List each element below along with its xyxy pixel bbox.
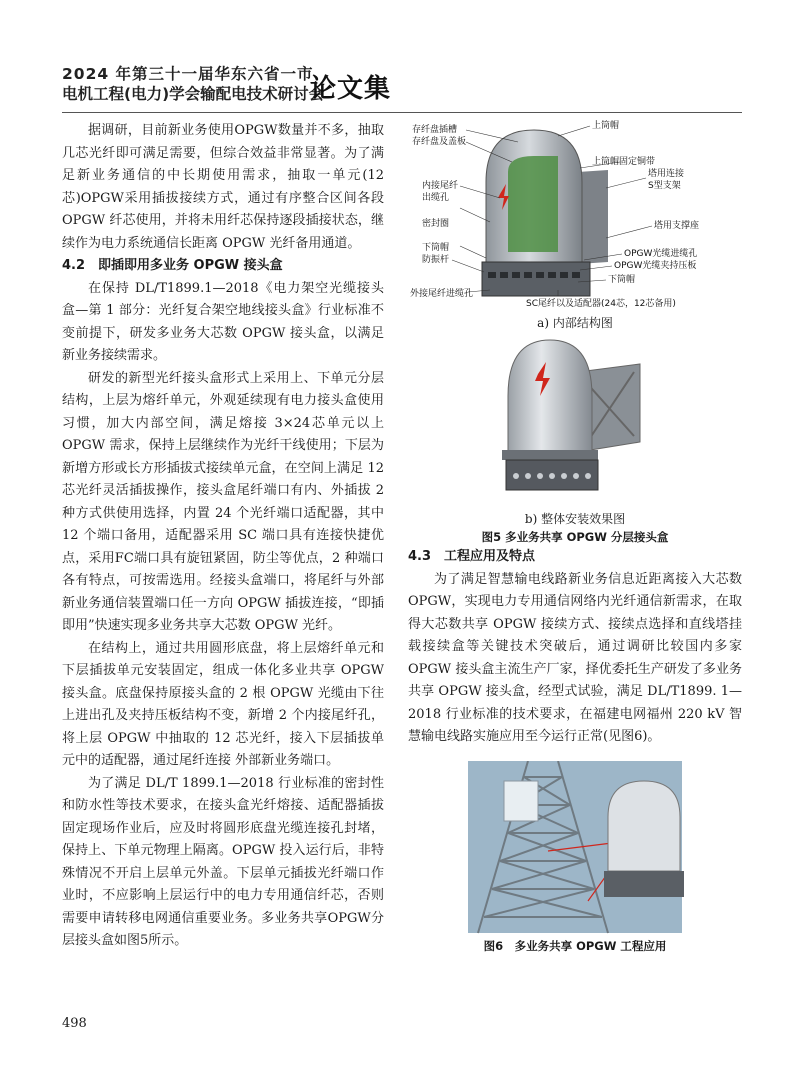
closure-dome-shape (508, 340, 592, 454)
label-lower-cap: 下筒帽 (422, 243, 450, 253)
figure-6-photo (408, 761, 742, 937)
paragraph-1: 据调研，目前新业务使用OPGW数量并不多，抽取几芯光纤即可满足需要，但综合效益非常显著。为了满足新业务通信的中长期使用需求，抽取一单元(12 芯)OPGW采用插拔接续方式，通过有序整合区间各段 OPGW 纤芯使用，并将未用纤芯保持逐段插接状态，继续作为电力系统通信长距离 OPGW 光纤备用通道。 (62, 123, 384, 251)
figure-5b-illustration (408, 336, 742, 508)
section-heading-4-3: 4.3 工程应用及特点 (408, 549, 536, 564)
label-inner-pigtail: 内接尾纤 (422, 181, 459, 191)
label-anti-vibration-rod: 防振杆 (422, 255, 450, 265)
label-fiber-tray-cover: 存纤盘及盖板 (412, 137, 467, 147)
header-conference-line2: 电机工程(电力)学会输配电技术研讨会 (62, 85, 325, 103)
paragraph-5: 为了满足 DL/T 1899.1—2018 行业标准的密封性和防水性等技术要求，在接头盒光纤熔接、适配器插拔固定现场作业后，应及时将圆形底盘光缆连接孔封堵，保持上、下单元物理上隔离。OPGW 投入运行后，非特殊情况不开启上层单元外盖。下层单元插拔光纤端口作业时，不应影响上层运行中的电力专用通信纤芯，否则需要申请转移电网通信重要业务。多业务共享OPGW分层接头盒如图5所示。 (62, 775, 384, 948)
header-proceedings-badge: 论文集 (310, 74, 392, 104)
label-upper-cap: 上筒帽 (592, 121, 620, 131)
label-opgw-clamp-plate: OPGW光缆夹持压板 (614, 261, 697, 271)
left-column (62, 120, 384, 953)
label-outlet-hole: 出缆孔 (422, 193, 450, 203)
figure-6-caption: 图6 多业务共享 OPGW 工程应用 (483, 938, 667, 953)
lower-unit-shape (482, 262, 590, 296)
figure-5a (408, 112, 742, 332)
figure-5a-illustration (408, 112, 742, 312)
section-heading-4-2: 4.2 即插即用多业务 OPGW 接头盒 (62, 258, 283, 273)
label-fiber-tray-slot: 存纤盘插槽 (412, 125, 458, 135)
label-tower-support-seat: 塔用支撑座 (654, 221, 700, 231)
page-header (62, 62, 742, 112)
paragraph-4: 在结构上，通过共用圆形底盘，将上层熔纤单元和下层插拔单元安装固定，组成一体化多业共享 OPGW 接头盒。底盘保持原接头盒的 2 根 OPGW 光缆由下往上进出孔及夹持压板结构不变，新增 2 个内接尾纤孔，将上层 OPGW 中抽取的 12 芯光纤，接入下层插拔单元中的适配器，通过尾纤连接 外部新业务端口。 (62, 640, 384, 768)
label-upper-cap-copper-strap: 上筒帽固定铜带 (592, 157, 656, 167)
label-lower-cap-right: 下筒帽 (608, 275, 636, 285)
right-column (408, 112, 742, 955)
device-label-plate (504, 781, 538, 821)
label-outer-pigtail-inlet: 外接尾纤进缆孔 (410, 289, 474, 299)
figure-5a-subcaption: a) 内部结构图 (537, 316, 613, 330)
label-sc-adapters: SC尾纤以及适配器(24芯，12芯备用) (526, 299, 676, 309)
paragraph-2: 在保持 DL/T1899.1—2018《电力架空光缆接头盒—第 1 部分：光纤复合架空地线接头盒》行业标准不变前提下，研发多业务大芯数 OPGW 接头盒，以满足新业务接续需求。 (62, 280, 384, 363)
figure-5-caption: 图5 多业务共享 OPGW 分层接头盒 (481, 530, 669, 544)
label-s-bracket: S型支架 (648, 181, 681, 191)
label-opgw-inlet: OPGW光缆进缆孔 (624, 249, 698, 259)
page-number: 498 (62, 1016, 87, 1031)
base-ring-shape (502, 450, 598, 460)
closure-lower-unit (604, 871, 684, 897)
paragraph-6: 为了满足智慧输电线路新业务信息近距离接入大芯数OPGW，实现电力专用通信网络内光纤通信新需求，在取得大芯数共享 OPGW 接续方式、接续点选择和直线塔挂载接续盒等关键技术突破后，通过调研比较国内多家OPGW 接头盒主流生产厂家，择优委托生产研发了多业务共享 OPGW 接头盒，经型式试验，满足 DL/T1899. 1—2018 行业标准的技术要求，在福建电网福州 220 kV 智慧输电线路实施应用至今运行正常(见图6)。 (408, 571, 742, 744)
figure-6 (408, 761, 742, 955)
paragraph-3: 研发的新型光纤接头盒形式上采用上、下单元分层结构，上层为熔纤单元，外观延续现有电力接头盒使用习惯，加大内部空间，满足熔接 3×24芯单元以上 OPGW 需求，保持上层继续作为光纤干线使用；下层为新增方形或长方形插拔式接续单元盒，在空间上满足 12 芯光纤灵活插拔操作，接头盒尾纤端口有内、外插拔 2 种方式供使用选择，内置 24 个光纤端口适配器，其中 12 个端口备用，适配器采用 SC 端口具有连接快捷优点，采用FC端口具有旋钮紧固，防尘等优点，2 种端口各有特点，可按需选用。经接头盒端口，将尾纤与外部新业务通信装置端口任一方向 OPGW 插拔连接，“即插即用”快速实现多业务共享大芯数 OPGW 光纤。 (62, 370, 384, 633)
closure-on-tower (608, 781, 680, 871)
header-conference-line1: 2024 年第三十一届华东六省一市 (62, 65, 314, 83)
label-tower-connection: 塔用连接 (648, 169, 685, 179)
label-seal-ring: 密封圈 (422, 219, 450, 229)
figure-5b (408, 336, 742, 546)
figure-5b-subcaption: b) 整体安装效果图 (524, 512, 626, 526)
fiber-tray-shape (508, 156, 558, 252)
